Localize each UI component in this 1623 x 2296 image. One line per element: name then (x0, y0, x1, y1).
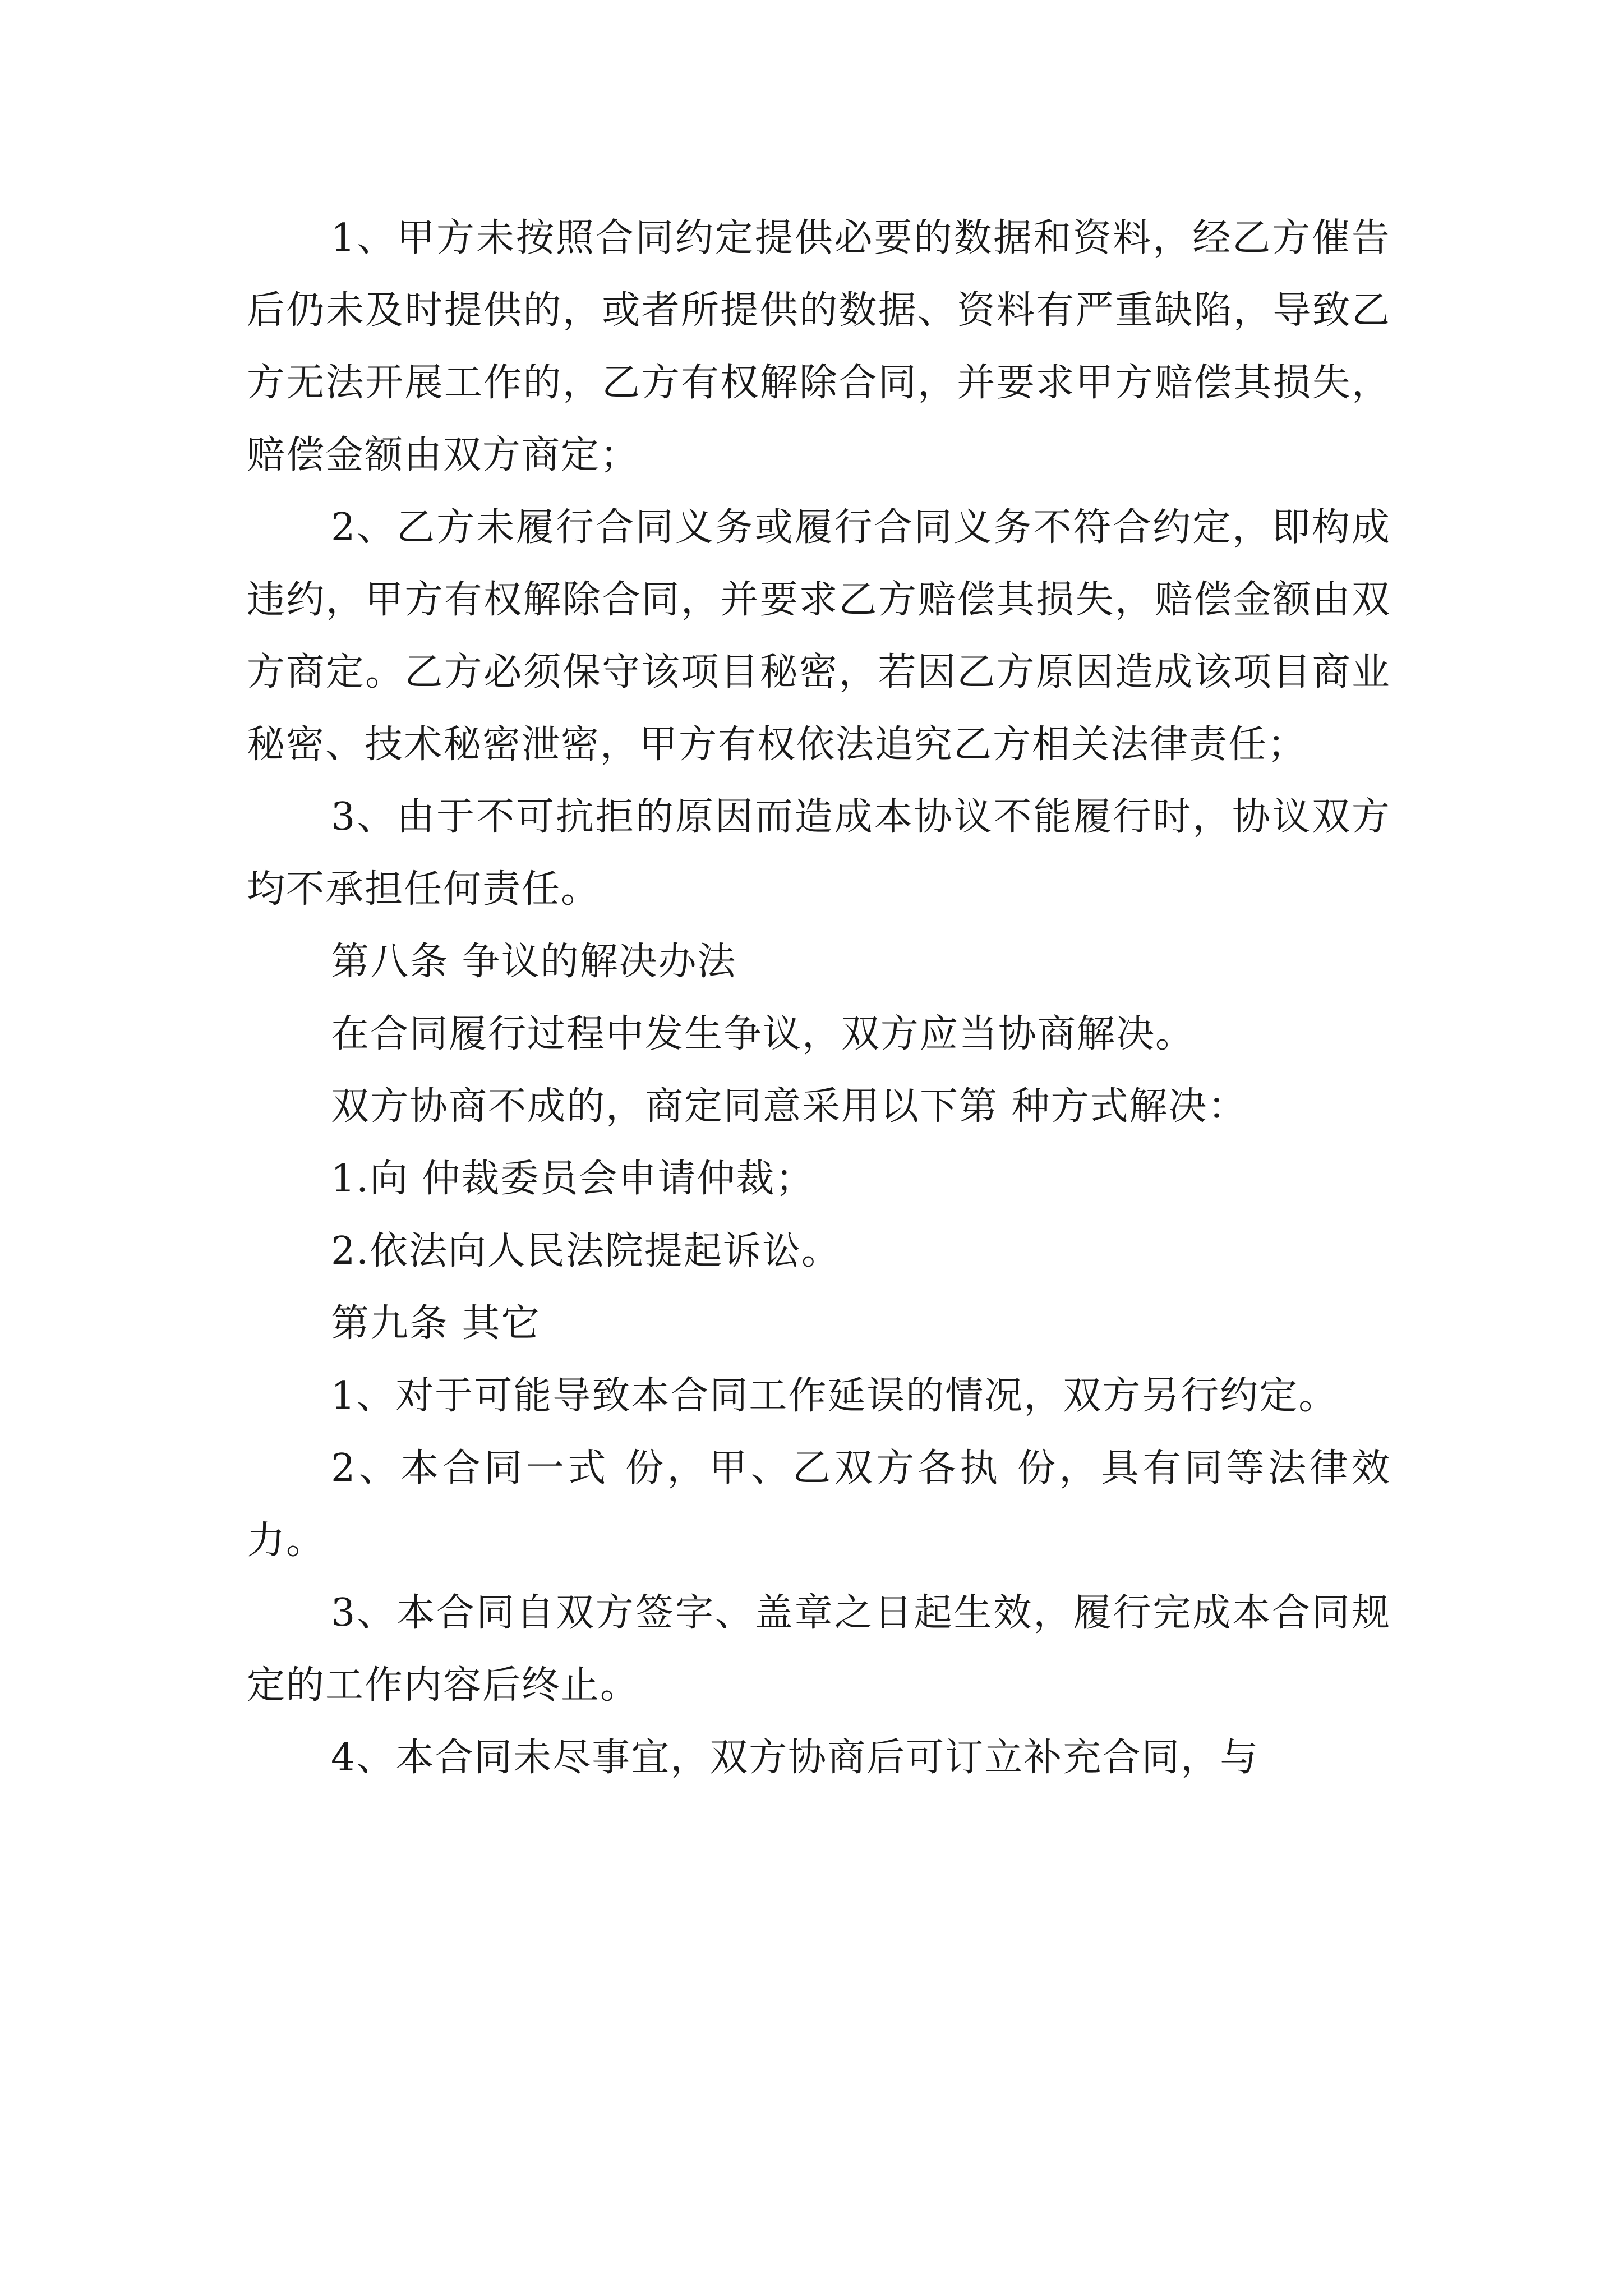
article-8-heading: 第八条 争议的解决办法 (331, 940, 737, 984)
article-9-heading: 第九条 其它 (331, 1301, 541, 1346)
clause-paragraph-3: 3、由于不可抗拒的原因而造成本协议不能履行时，协议双方均不承担任何责任。 (247, 795, 1391, 912)
contract-body (247, 202, 1391, 1794)
dispute-option-1: 1.向 仲裁委员会申请仲裁； (331, 1157, 815, 1201)
other-clause-3: 3、本合同自双方签字、盖章之日起生效，履行完成本合同规定的工作内容后终止。 (247, 1591, 1391, 1708)
dispute-paragraph-1: 在合同履行过程中发生争议，双方应当协商解决。 (331, 1012, 1195, 1056)
clause-paragraph-2: 2、乙方未履行合同义务或履行合同义务不符合约定，即构成违约，甲方有权解除合同，并要求乙方赔偿其损失，赔偿金额由双方商定。乙方必须保守该项目秘密，若因乙方原因造成该项目商业秘密、技术秘密泄密，甲方有权依法追究乙方相关法律责任； (247, 505, 1391, 767)
other-clause-2: 2、本合同一式 份，甲、乙双方各执 份，具有同等法律效力。 (247, 1446, 1391, 1563)
dispute-paragraph-2: 双方协商不成的，商定同意采用以下第 种方式解决： (331, 1084, 1247, 1129)
other-clause-4: 4、本合同未尽事宜，双方协商后可订立补充合同，与 (331, 1736, 1260, 1780)
dispute-option-2: 2.依法向人民法院提起诉讼。 (331, 1229, 841, 1273)
clause-paragraph-1: 1、甲方未按照合同约定提供必要的数据和资料，经乙方催告后仍未及时提供的，或者所提供的数据、资料有严重缺陷，导致乙方无法开展工作的，乙方有权解除合同，并要求甲方赔偿其损失，赔偿金额由双方商定； (247, 216, 1391, 477)
other-clause-1: 1、对于可能导致本合同工作延误的情况，双方另行约定。 (331, 1374, 1338, 1418)
